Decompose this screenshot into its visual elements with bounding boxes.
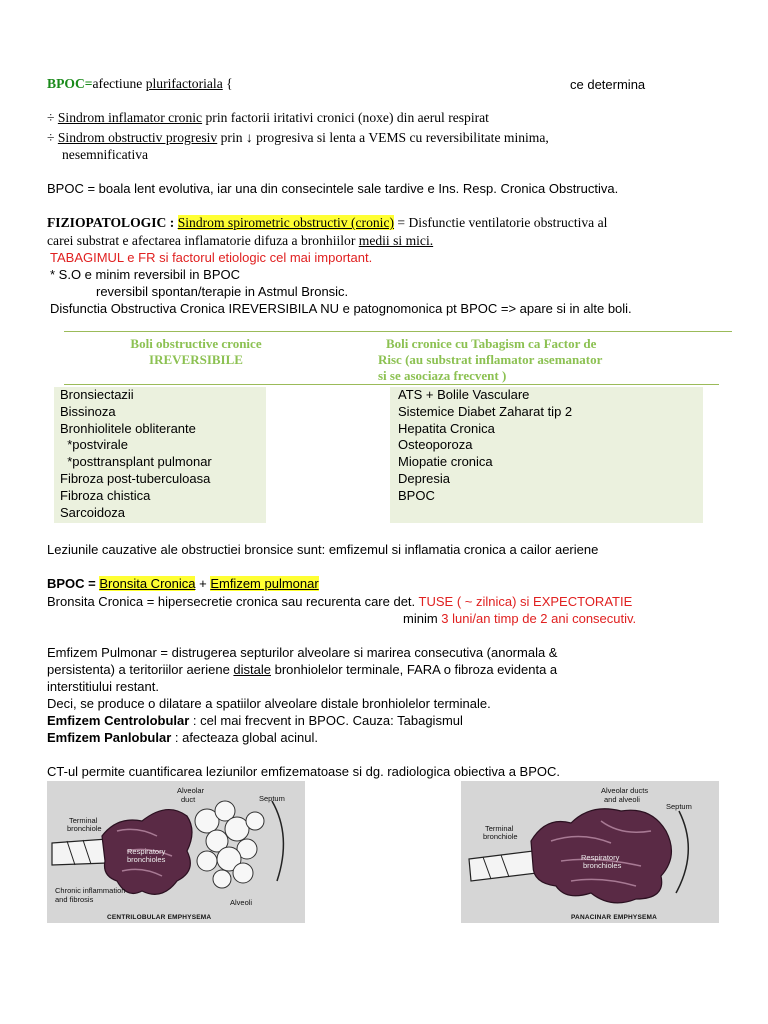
ct-line: CT-ul permite cuantificarea leziunilor emfizematoase si dg. radiologica obiectiva a BPOC. xyxy=(47,764,561,779)
fig-right-label-ducts: Alveolar ducts xyxy=(601,786,649,795)
emfizem-line-3: interstitiului restant. xyxy=(47,679,159,694)
fizio-line2b: medii si mici. xyxy=(358,233,434,248)
list-item: Sarcoidoza xyxy=(60,504,126,520)
emfizem-centro-line xyxy=(47,713,463,729)
formula-a: BPOC = xyxy=(47,576,100,591)
list-item: *posttransplant pulmonar xyxy=(60,454,212,470)
fig-left-label-alveoli: Alveoli xyxy=(230,898,253,907)
centrilobular-figure xyxy=(47,781,305,923)
bronsita-line2b: 3 luni/an timp de 2 ani consecutiv. xyxy=(441,611,637,626)
fig-left-label-terminal: Terminal xyxy=(69,816,98,825)
bullet-2-cont: nesemnificativa xyxy=(62,147,149,162)
fig-right-label-bronchiole: bronchiole xyxy=(483,832,518,841)
bullet-1-rest: prin factorii iritativi cronici (noxe) din aerul respirat xyxy=(202,110,489,125)
list-item: Miopatie cronica xyxy=(398,454,493,470)
fig-right-label-respiratory: Respiratory xyxy=(581,853,620,862)
bpoc-term: BPOC= xyxy=(47,76,93,91)
table-left-head xyxy=(84,336,308,368)
fizio-red: TABAGIMUL e FR si factorul etiologic cel mai important. xyxy=(50,250,373,265)
fig-right-label-septum: Septum xyxy=(666,802,692,811)
left-head-line-1: Boli obstructive cronice xyxy=(130,336,262,351)
list-item: Bissinoza xyxy=(60,403,116,419)
fig-left-label-chronic: Chronic inflammation xyxy=(55,886,126,895)
fig-right-label-terminal: Terminal xyxy=(485,824,514,833)
fig-left-label-fibrosis: and fibrosis xyxy=(55,895,94,904)
table-right-head xyxy=(378,336,602,384)
fizio-note-1: * S.O e minim reversibil in BPOC xyxy=(50,267,240,282)
fizio-label: FIZIOPATOLOGIC : xyxy=(47,215,175,230)
fizio-note-3: Disfunctia Obstructiva Cronica IREVERSIBILA NU e patognomonica pt BPOC => apare si in alte boli. xyxy=(50,301,632,316)
fizio-note-2: reversibil spontan/terapie in Astmul Bronsic. xyxy=(96,284,349,299)
emfizem-line-2 xyxy=(47,662,557,678)
list-item: Depresia xyxy=(398,470,451,486)
right-head-line-2: Risc (au substrat inflamator asemanator xyxy=(378,352,603,367)
emfizem-line-1: Emfizem Pulmonar = distrugerea septurilor alveolare si marirea consecutiva (anormala & xyxy=(47,645,558,660)
centro-text: : cel mai frecvent in BPOC. Cauza: Tabagismul xyxy=(189,713,463,728)
fizio-highlight: Sindrom spirometric obstructiv (cronic) xyxy=(177,215,395,230)
bullet-1-under: Sindrom inflamator cronic xyxy=(57,110,203,125)
formula-c: + xyxy=(195,576,211,591)
list-item: Osteoporoza xyxy=(398,437,473,453)
bullet-1-symbol: ÷ xyxy=(47,110,55,125)
formula-line xyxy=(47,576,319,592)
emfizem-l2c: bronhiolelor terminale, FARA o fibroza evidenta a xyxy=(271,662,558,677)
list-item: *postvirale xyxy=(60,437,128,453)
formula-d: Emfizem pulmonar xyxy=(210,576,319,591)
bronsita-red: TUSE ( ~ zilnica) si EXPECTORATIE xyxy=(418,594,633,609)
bullet-2-rest: prin ↓ progresiva si lenta a VEMS cu reversibilitate minima, xyxy=(217,130,549,145)
bronsita-line-2 xyxy=(403,611,636,627)
fig-right-caption: PANACINAR EMPHYSEMA xyxy=(571,914,658,921)
fig-right-label-bronchioles: bronchioles xyxy=(583,861,622,870)
bronsita-text: Bronsita Cronica = hipersecretie cronica sau recurenta care det. xyxy=(47,594,419,609)
leziuni-line: Leziunile cauzative ale obstructiei bronsice sunt: emfizemul si inflamatia cronica a cailor aeriene xyxy=(47,542,599,557)
definition-line: BPOC = boala lent evolutiva, iar una din consecintele sale tardive e Ins. Resp. Cronica Obstructiva. xyxy=(47,181,619,196)
emfizem-pan-line xyxy=(47,730,318,746)
formula-b: Bronsita Cronica xyxy=(99,576,196,591)
panacinar-illustration xyxy=(461,781,719,923)
def-a: afectiune xyxy=(92,76,146,91)
right-head-line-3: si se asociaza frecvent ) xyxy=(378,368,507,383)
emfizem-l2b: distale xyxy=(233,662,271,677)
fizio-line-1 xyxy=(47,215,607,231)
title-line xyxy=(47,76,233,92)
def-c: { xyxy=(222,76,233,91)
right-head-line-1: Boli cronice cu Tabagism ca Factor de xyxy=(386,336,597,351)
centrilobular-illustration xyxy=(47,781,305,923)
pan-text: : afecteaza global acinul. xyxy=(171,730,318,745)
fig-left-label-alveolar: Alveolar xyxy=(177,786,205,795)
pan-label: Emfizem Panlobular xyxy=(47,730,172,745)
fizio-text: = Disfunctie ventilatorie obstructiva al xyxy=(394,215,608,230)
list-item: Bronsiectazii xyxy=(60,387,134,402)
panacinar-figure xyxy=(461,781,719,923)
title-right: ce determina xyxy=(570,77,646,92)
fig-left-label-respiratory: Respiratory xyxy=(127,847,166,856)
list-item: Hepatita Cronica xyxy=(398,420,495,436)
bullet-2 xyxy=(47,130,549,146)
fig-right-label-alveoli: and alveoli xyxy=(604,795,640,804)
bullet-1 xyxy=(47,110,489,126)
fig-left-label-bronchioles: bronchioles xyxy=(127,855,166,864)
fizio-line-2 xyxy=(47,233,433,249)
fig-left-label-duct: duct xyxy=(181,795,196,804)
fig-left-label-septum: Septum xyxy=(259,794,285,803)
fig-left-label-bronchiole: bronchiole xyxy=(67,824,102,833)
bullet-2-under: Sindrom obstructiv progresiv xyxy=(57,130,218,145)
emfizem-line-4: Deci, se produce o dilatare a spatiilor alveolare distale bronhiolelor terminale. xyxy=(47,696,491,711)
table-head-rule xyxy=(64,384,719,385)
def-b: plurifactoriala xyxy=(145,76,223,91)
list-item: Fibroza post-tuberculoasa xyxy=(60,470,211,486)
emfizem-l2a: persistenta) a teritoriilor aeriene xyxy=(47,662,234,677)
table-top-rule xyxy=(64,331,732,332)
list-item: ATS + Bolile Vasculare xyxy=(398,387,530,402)
fig-left-caption: CENTRILOBULAR EMPHYSEMA xyxy=(107,914,212,921)
left-disease-list xyxy=(54,387,266,523)
bullet-2-symbol: ÷ xyxy=(47,130,55,145)
list-item: Fibroza chistica xyxy=(60,487,151,503)
fizio-line2a: carei substrat e afectarea inflamatorie difuza a bronhiilor xyxy=(47,233,359,248)
right-disease-list xyxy=(390,387,703,523)
centro-label: Emfizem Centrolobular xyxy=(47,713,190,728)
list-item: Sistemice Diabet Zaharat tip 2 xyxy=(398,403,573,419)
bronsita-line-1 xyxy=(47,594,632,610)
list-item: BPOC xyxy=(398,487,435,503)
list-item: Bronhiolitele obliterante xyxy=(60,420,196,436)
bronsita-line2a: minim xyxy=(403,611,442,626)
left-head-line-2: IREVERSIBILE xyxy=(149,352,243,367)
